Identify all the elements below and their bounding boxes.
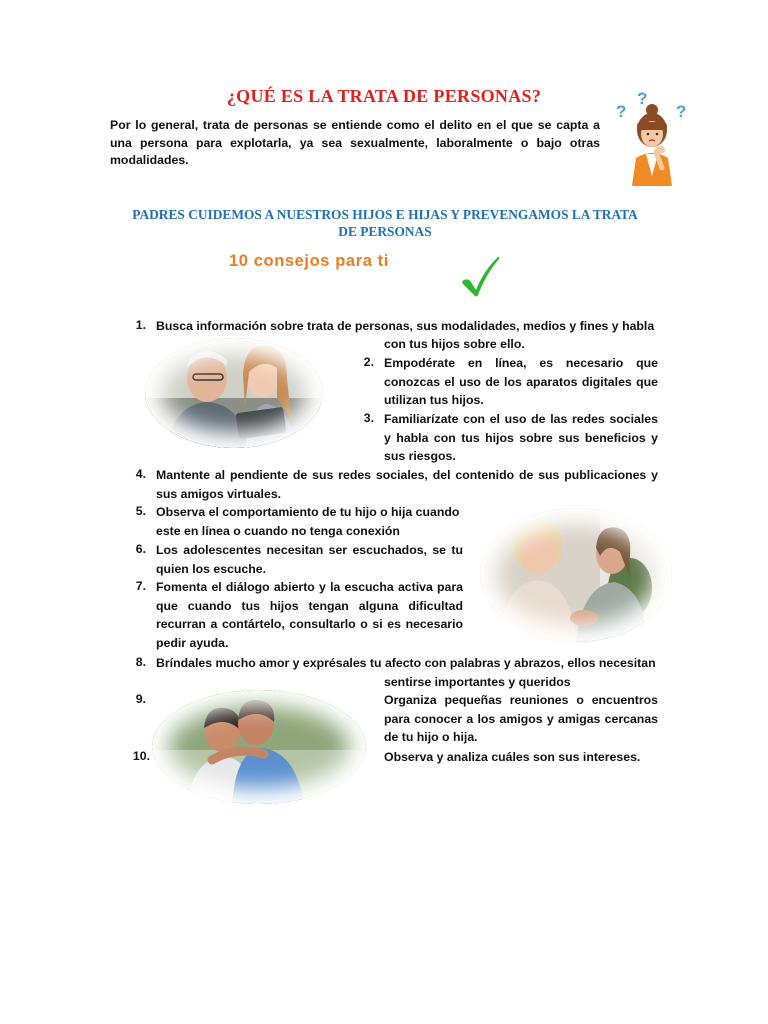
question-mark-icon: ? [616, 102, 627, 121]
tip-8-line-1: Bríndales mucho amor y exprésales tu afecto con palabras y abrazos, ellos necesitan [156, 656, 656, 670]
question-mark-icon: ? [637, 89, 648, 108]
tip-8-line-2: sentirse importantes y queridos [384, 675, 571, 689]
intro-paragraph: Por lo general, trata de personas se entiende como el delito en el que se capta a una persona para explotarla, ya sea sexualmente, laboralmente o bajo otras modalidades. [110, 118, 600, 167]
tip-number: 5. [135, 504, 146, 518]
tip-number: 7. [135, 579, 146, 593]
tip-1-line-1: Busca información sobre trata de personas, sus modalidades, medios y fines y habla [156, 319, 655, 333]
tip-1-line-2: con tus hijos sobre ello. [384, 337, 525, 351]
tip-4-text: Mantente al pendiente de sus redes sociales, del contenido de sus publicaciones y sus amigos virtuales. [156, 468, 658, 501]
checkmark-icon [458, 254, 502, 300]
tip-number: 8. [135, 655, 146, 669]
tip-9-text: Organiza pequeñas reuniones o encuentros para conocer a los amigos y amigas cercanas de tu hijo o hija. [384, 693, 658, 744]
mother-daughter-photo [480, 508, 672, 642]
tip-number: 2. [363, 355, 374, 369]
grandfather-granddaughter-photo [145, 338, 323, 448]
tip-number: 6. [135, 542, 146, 556]
subtitle: PADRES CUIDEMOS A NUESTROS HIJOS E HIJAS Y PREVENGAMOS LA TRATA DE PERSONAS [132, 207, 638, 239]
tip-number: 9. [135, 692, 146, 706]
tip-6-text: Los adolescentes necesitan ser escuchados, se tu quien los escuche. [156, 543, 463, 576]
father-son-photo [152, 690, 366, 804]
thinking-woman-illustration [604, 86, 694, 188]
tip-10-text: Observa y analiza cuáles son sus intereses. [384, 750, 641, 764]
tip-2-text: Empodérate en línea, es necesario que conozcas el uso de los aparatos digitales que utilizan tus hijos. [384, 356, 658, 407]
tip-3-text: Familiarízate con el uso de las redes sociales y habla con tus hijos sobre sus beneficios y sus riesgos. [384, 412, 658, 463]
tip-number: 10. [132, 749, 150, 763]
page-title: ¿QUÉ ES LA TRATA DE PERSONAS? [226, 86, 542, 106]
tip-number: 4. [135, 467, 146, 481]
tip-5-text: Observa el comportamiento de tu hijo o hija cuando este en línea o cuando no tenga conexión [156, 505, 460, 538]
tip-number: 1. [135, 318, 146, 332]
tips-heading: 10 consejos para ti [229, 252, 389, 270]
tip-7-text: Fomenta el diálogo abierto y la escucha activa para que cuando tus hijos tengan alguna dificultad recurran a contártelo, consultarlo o si es necesario pedir ayuda. [156, 580, 463, 650]
question-mark-icon: ? [676, 102, 687, 121]
tip-number: 3. [363, 411, 374, 425]
